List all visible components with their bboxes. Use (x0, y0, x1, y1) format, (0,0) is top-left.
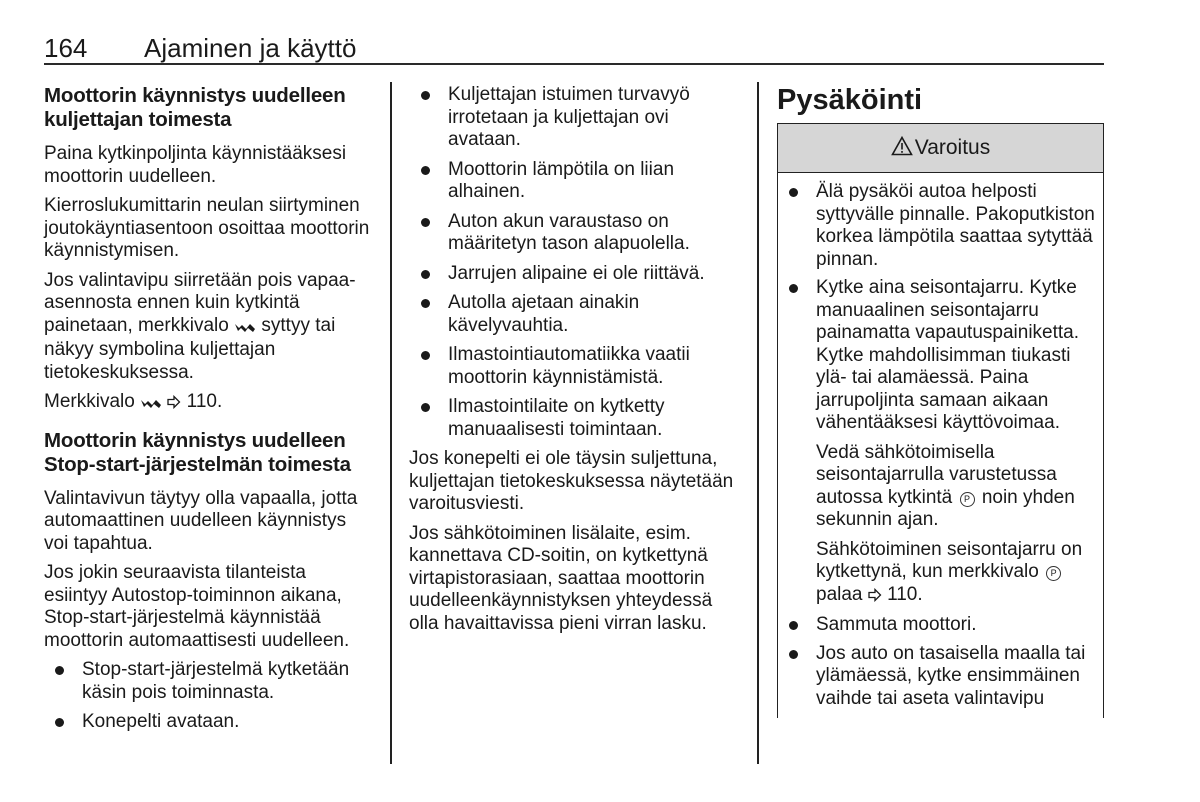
warning-box (777, 123, 1104, 718)
list-item: Konepelti avataan. (44, 711, 374, 734)
column-divider (390, 82, 392, 764)
bullet-icon (421, 91, 430, 100)
list-item: Ilmastointilaite on kytketty manuaalisesti toimintaan. (409, 396, 744, 441)
section-heading: Moottorin käynnistys uudelleen kuljettajan toimesta (44, 84, 346, 131)
bullet-list (44, 659, 374, 734)
section-title: Pysäköinti (777, 84, 923, 116)
page-number: 164 (44, 33, 88, 63)
bullet-list (778, 181, 1103, 710)
list-item: Stop-start-järjestelmä kytketään käsin pois toiminnasta. (44, 659, 374, 704)
list-item: Kytke aina seisontajarru. Kytke manuaalinen seisontajarru painamatta vapautuspainiketta. Kytke mahdollisimman tiukasti ylä- tai alamäessä. Paina jarrupoljinta samaan aikaan vähentääksesi käyttövoimaa. Vedä sähkötoimisella seisontajarrulla varustetussa autossa kytkintä P noin yhden sekunnin ajan. Sähkötoiminen seisontajarru on kytkettynä, kun merkkivalo P palaa 110. (778, 277, 1103, 608)
bullet-icon (789, 621, 798, 630)
column-1 (44, 84, 374, 741)
column-3 (777, 84, 1104, 718)
warning-body (778, 173, 1103, 710)
bullet-icon (421, 270, 430, 279)
bullet-icon (789, 284, 798, 293)
paragraph: Jos jokin seuraavista tilanteista esiintyy Autostop-toiminnon aikana, Stop-start-järjestelmä käynnistää moottorin automaattisesti uudelleen. (44, 562, 350, 651)
page-reference-arrow-icon (167, 393, 181, 416)
clutch-indicator-icon (234, 317, 256, 340)
warning-header (778, 124, 1103, 173)
list-item: Autolla ajetaan ainakin kävelyvauhtia. (409, 292, 744, 337)
bullet-icon (421, 166, 430, 175)
bullet-icon (421, 218, 430, 227)
paragraph: Kierroslukumittarin neulan siirtyminen joutokäyntiasentoon osoittaa moottorin käynnistymisen. (44, 195, 370, 261)
bullet-icon (55, 666, 64, 675)
list-item: Kuljettajan istuimen turvavyö irrotetaan ja kuljettajan ovi avataan. (409, 84, 744, 152)
list-item: Sammuta moottori. (778, 614, 1103, 637)
bullet-icon (421, 403, 430, 412)
cross-reference: Merkkivalo 110. (44, 391, 374, 416)
chapter-title: Ajaminen ja käyttö (144, 33, 357, 63)
list-item: Auton akun varaustaso on määritetyn tason alapuolella. (409, 211, 744, 256)
column-divider (757, 82, 759, 764)
list-item: Ilmastointiautomatiikka vaatii moottorin käynnistämistä. (409, 344, 744, 389)
page-reference-link[interactable]: 110. (887, 583, 923, 605)
list-item: Jarrujen alipaine ei ole riittävä. (409, 263, 744, 286)
bullet-icon (421, 299, 430, 308)
list-item: Älä pysäköi autoa helposti syttyvälle pinnalle. Pakoputkiston korkea lämpötila saattaa sytyttää pinnan. (778, 181, 1103, 271)
list-item: Jos auto on tasaisella maalla tai ylämäessä, kytke ensimmäinen vaihde tai aseta valintavipu (778, 643, 1103, 711)
paragraph: Valintavivun täytyy olla vapaalla, jotta automaattinen uudelleen käynnistys voi tapahtua. (44, 487, 358, 554)
bullet-icon (55, 718, 64, 727)
column-2 (409, 84, 744, 642)
page-reference-arrow-icon (868, 586, 882, 609)
clutch-indicator-icon (140, 393, 162, 416)
parking-brake-icon: P (960, 492, 975, 507)
bullet-list (409, 84, 744, 441)
paragraph: Jos konepelti ei ole täysin suljettuna, kuljettajan tietokeskuksessa näytetään varoitusviesti. (409, 448, 734, 514)
bullet-icon (789, 188, 798, 197)
list-item: Moottorin lämpötila on liian alhainen. (409, 159, 744, 204)
parking-brake-icon: P (1046, 566, 1061, 581)
paragraph: Jos valintavipu siirretään pois vapaa-asennosta ennen kuin kytkintä painetaan, merkkivalo syttyy tai näkyy symbolina kuljettajan tietokeskuksessa. (44, 269, 356, 383)
bullet-icon (789, 650, 798, 659)
paragraph: Jos sähkötoiminen lisälaite, esim. kannettava CD-soitin, on kytkettynä virtapistorasiaan, saattaa moottorin uudelleenkäynnistyksen yhteydessä olla havaittavissa pieni virran lasku. (409, 522, 713, 634)
warning-triangle-icon (891, 126, 913, 174)
page-header (44, 33, 1104, 65)
page-reference-link[interactable]: 110. (186, 391, 223, 412)
bullet-icon (421, 351, 430, 360)
section-heading: Moottorin käynnistys uudelleen Stop-start-järjestelmän toimesta (44, 428, 351, 476)
paragraph: Paina kytkinpoljinta käynnistääksesi moottorin uudelleen. (44, 143, 347, 187)
warning-title: Varoitus (914, 136, 991, 159)
